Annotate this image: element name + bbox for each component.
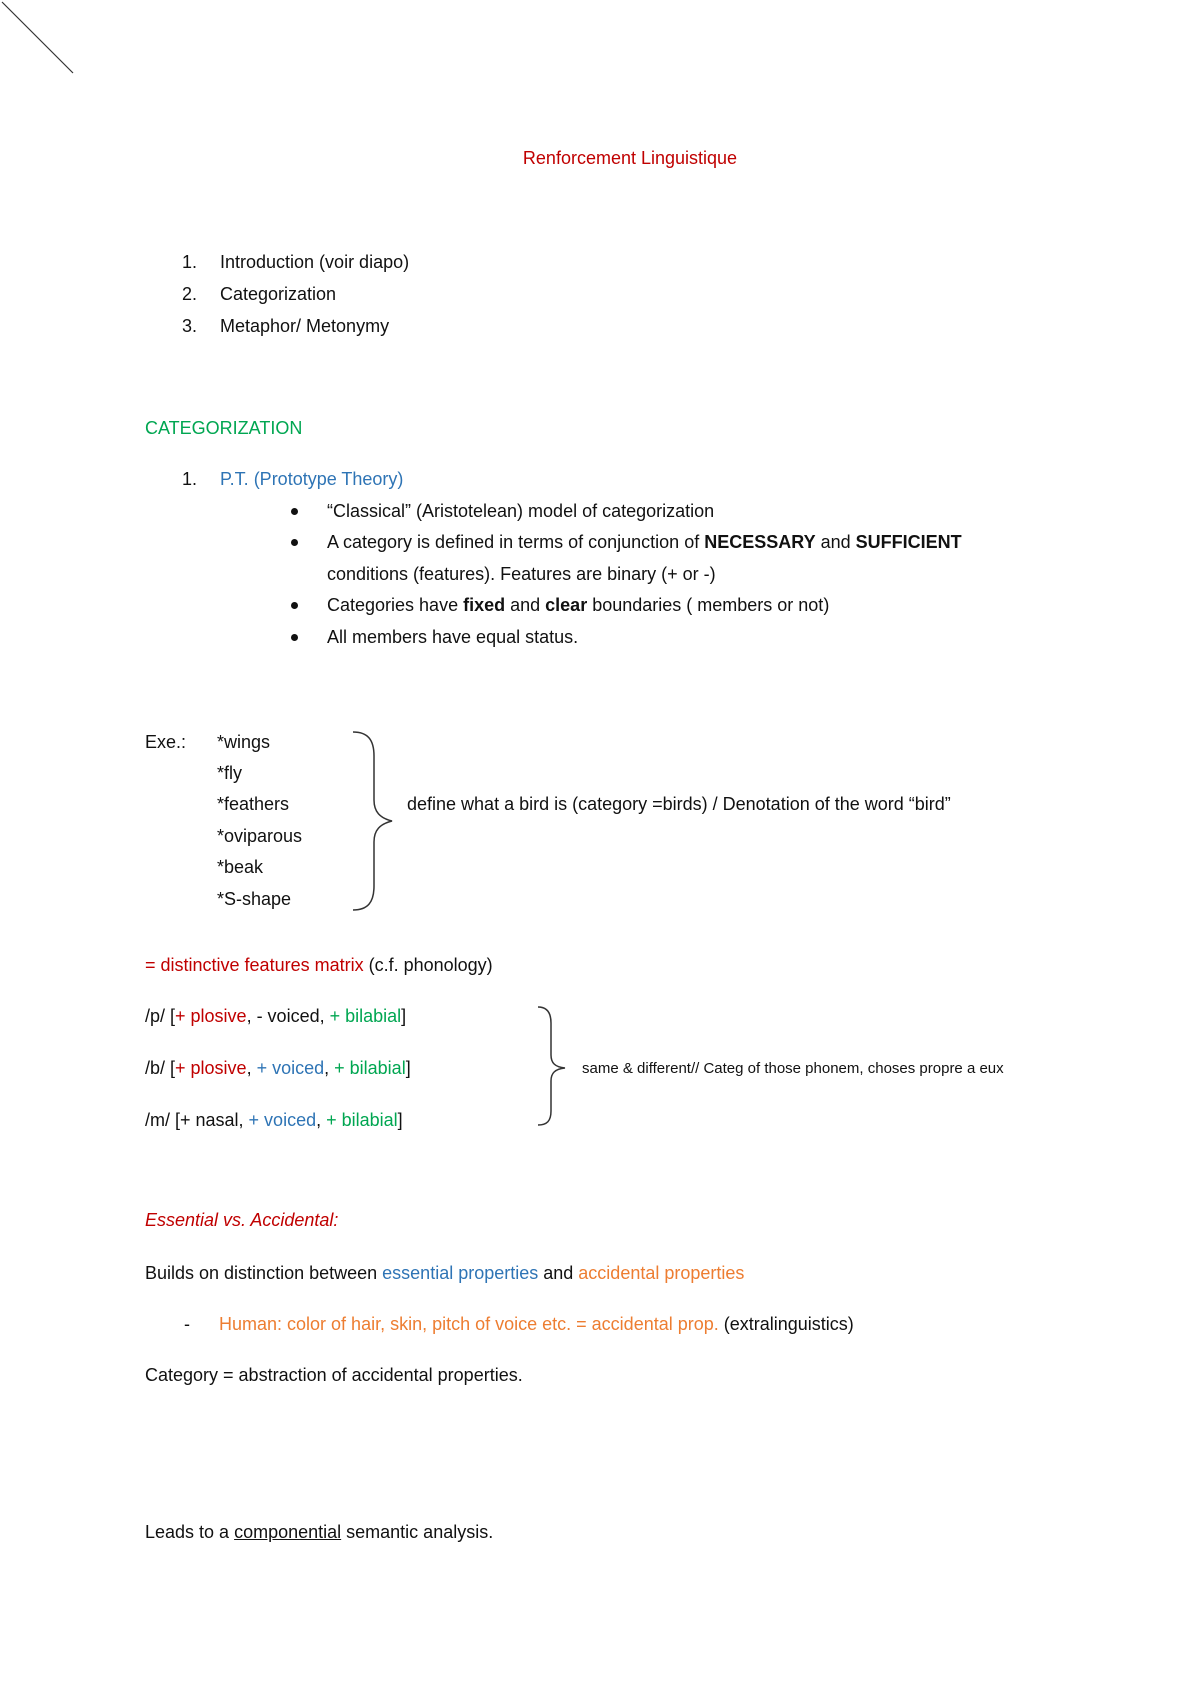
example-item: *beak (217, 857, 264, 877)
text-run: , - voiced, (246, 1006, 330, 1026)
text-run: A category is defined in terms of conjunction of (327, 532, 705, 552)
outline-item-2 (182, 285, 336, 303)
text-run: ] (401, 1006, 407, 1026)
text-run: ] (405, 1058, 411, 1078)
text-run: + plosive (175, 1058, 247, 1078)
example-item: *wings (217, 732, 271, 752)
text-run: fixed (463, 595, 506, 615)
pt-heading (182, 470, 403, 488)
outline-text: Metaphor/ Metonymy (220, 316, 390, 336)
example-item: *S-shape (217, 889, 292, 909)
phoneme-m (145, 1111, 403, 1129)
text-run: + plosive (175, 1006, 247, 1026)
text-run: (c.f. phonology) (363, 955, 493, 975)
text-run: boundaries ( members or not) (587, 595, 830, 615)
text-run: ] (397, 1110, 403, 1130)
outline-number: 1. (182, 252, 198, 272)
pt-heading-text: P.T. (Prototype Theory) (220, 469, 404, 489)
phoneme-b (145, 1059, 411, 1077)
text-run: /m/ [+ nasal, (145, 1110, 249, 1130)
text-run: componential (234, 1522, 342, 1542)
pt-bullet-2-line-2: conditions (features). Features are binary (+ or -) (327, 564, 716, 584)
leads-line (145, 1523, 493, 1541)
text-run: Human: color of hair, skin, pitch of voice etc. = accidental prop. (219, 1314, 719, 1334)
page-title: Renforcement Linguistique (522, 148, 738, 168)
pt-bullet-1: “Classical” (Aristotelean) model of categorization (327, 501, 715, 521)
pt-bullet-3 (327, 596, 829, 614)
text-run: and (505, 595, 546, 615)
outline-text: Categorization (220, 284, 337, 304)
pt-bullet-2 (327, 533, 962, 551)
text-run: + voiced (248, 1110, 317, 1130)
corner-fold-line (0, 0, 80, 80)
text-run: Leads to a (145, 1522, 235, 1542)
text-run: , (246, 1058, 257, 1078)
text-run: and (815, 532, 856, 552)
text-run: accidental properties (578, 1263, 745, 1283)
section-heading: CATEGORIZATION (145, 418, 303, 438)
bullet-dot (291, 508, 298, 515)
curly-brace (350, 728, 400, 914)
text-run: + bilabial (329, 1006, 402, 1026)
text-run: /p/ [ (145, 1006, 176, 1026)
text-run: SUFFICIENT (855, 532, 962, 552)
text-run: NECESSARY (704, 532, 816, 552)
text-run: + bilabial (334, 1058, 406, 1078)
matrix-heading (145, 956, 493, 974)
example-label: Exe.: (145, 732, 187, 752)
text-run: = distinctive features matrix (145, 955, 364, 975)
bullet-dot (291, 602, 298, 609)
text-run: , (324, 1058, 335, 1078)
category-line: Category = abstraction of accidental properties. (145, 1365, 523, 1385)
text-run: + bilabial (326, 1110, 398, 1130)
bullet-dot (291, 634, 298, 641)
curly-brace (535, 1003, 571, 1129)
outline-item-3 (182, 317, 389, 335)
pt-bullet-4: All members have equal status. (327, 627, 579, 647)
outline-number: 2. (182, 284, 198, 304)
text-run: (extralinguistics) (718, 1314, 854, 1334)
example-item: *feathers (217, 794, 290, 814)
outline-text: Introduction (voir diapo) (220, 252, 410, 272)
text-run: semantic analysis. (341, 1522, 494, 1542)
example-item: *fly (217, 763, 243, 783)
brace-note: define what a bird is (category =birds) / Denotation of the word “bird” (407, 794, 951, 814)
dash-marker: - (184, 1314, 190, 1334)
bullet-dot (291, 539, 298, 546)
text-run: /b/ [ (145, 1058, 176, 1078)
text-run: + voiced (256, 1058, 325, 1078)
human-line (219, 1315, 854, 1333)
text-run: and (538, 1263, 579, 1283)
text-run: Builds on distinction between (145, 1263, 383, 1283)
essential-heading: Essential vs. Accidental: (145, 1210, 339, 1230)
text-run: clear (545, 595, 588, 615)
phoneme-note: same & different// Categ of those phonem, choses propre a eux (582, 1060, 1004, 1077)
outline-item-1 (182, 253, 409, 271)
outline-number: 3. (182, 316, 198, 336)
phoneme-p (145, 1007, 406, 1025)
text-run: , (316, 1110, 327, 1130)
example-item: *oviparous (217, 826, 303, 846)
text-run: essential properties (382, 1263, 539, 1283)
pt-number: 1. (182, 469, 198, 489)
text-run: Categories have (327, 595, 464, 615)
essential-line (145, 1264, 744, 1282)
